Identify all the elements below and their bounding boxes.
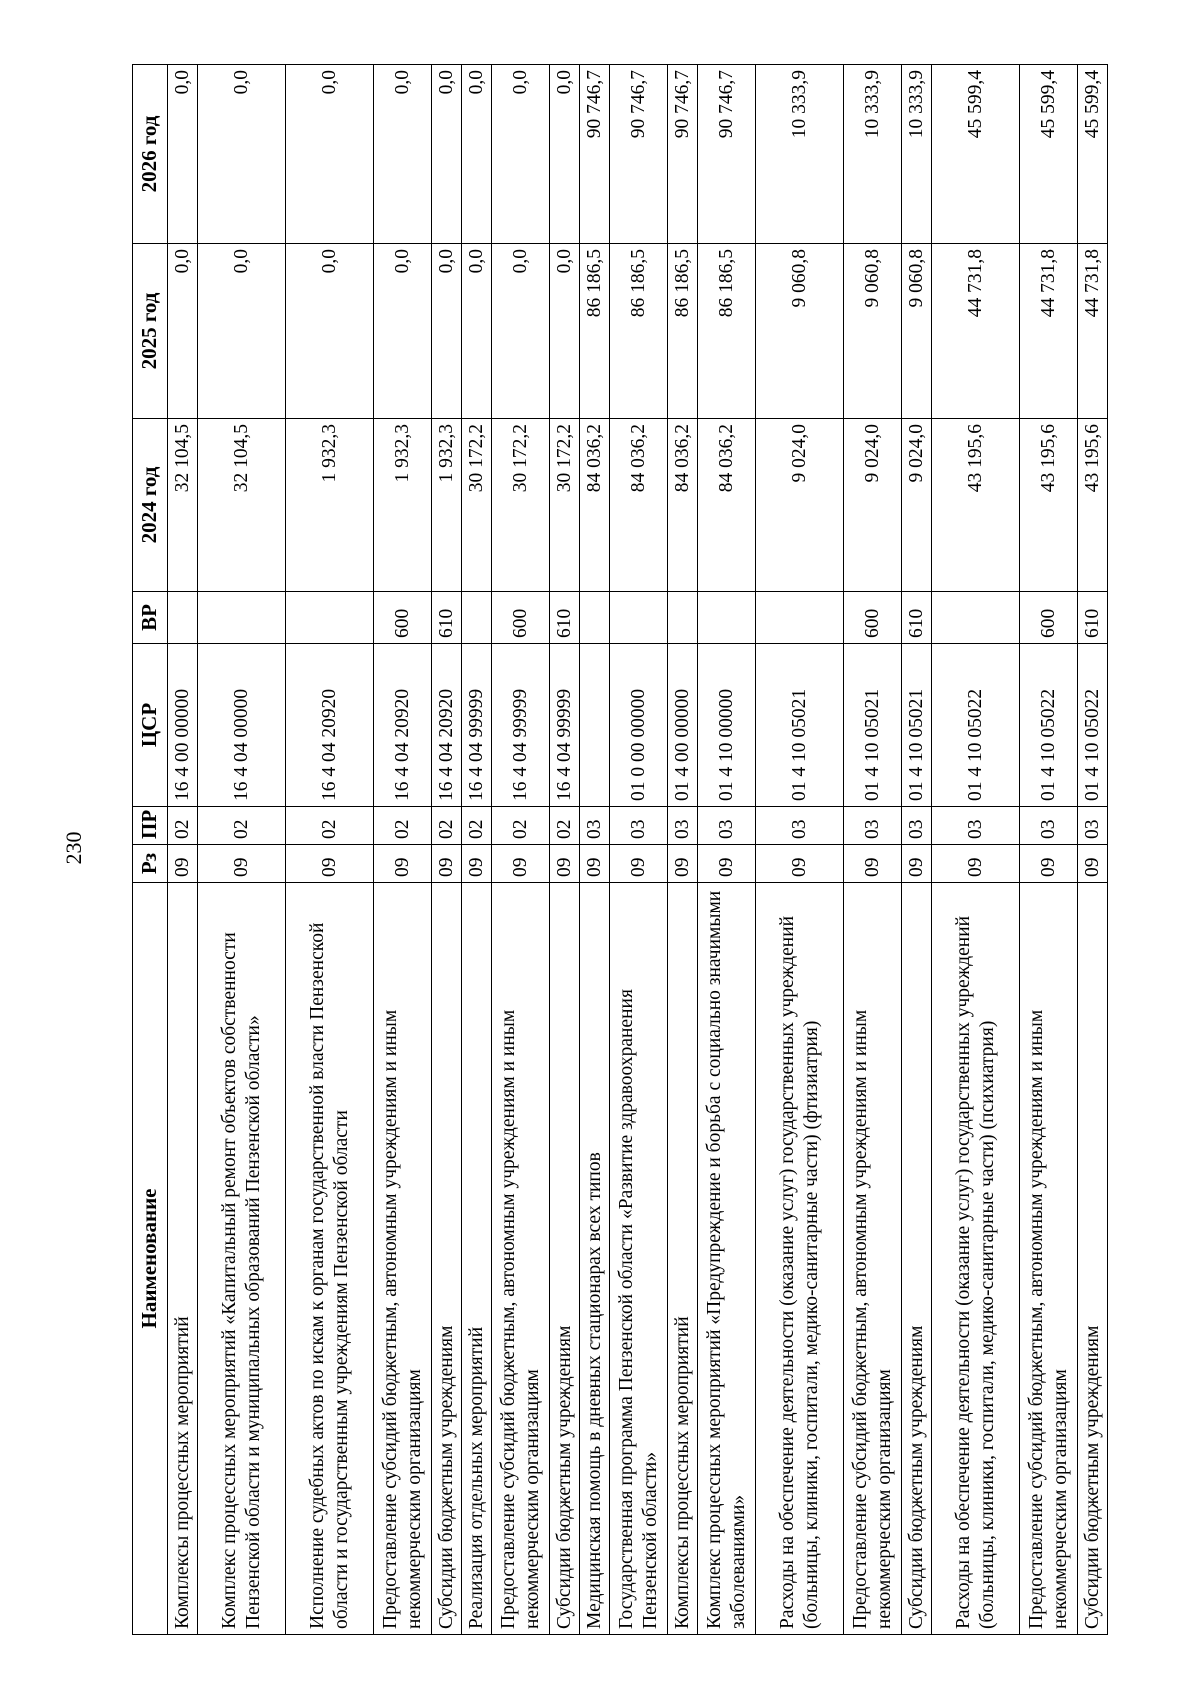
row-2024: 1 932,3: [286, 419, 374, 592]
row-pr: 02: [550, 807, 580, 845]
row-rz: 09: [756, 845, 844, 883]
row-pr: 03: [932, 807, 1020, 845]
row-name: Предоставление субсидий бюджетным, автономным учреждениям и иным некоммерческим организациям: [374, 883, 432, 1635]
row-vr: [932, 592, 1020, 644]
col-header-vr: ВР: [133, 592, 168, 644]
row-csr: 01 4 10 05022: [932, 644, 1020, 807]
row-name: Субсидии бюджетным учреждениям: [550, 883, 580, 1635]
row-pr: 02: [492, 807, 550, 845]
row-vr: 600: [374, 592, 432, 644]
row-2024: 32 104,5: [168, 419, 198, 592]
row-rz: 09: [844, 845, 902, 883]
row-2024: 1 932,3: [432, 419, 462, 592]
page-number: 230: [61, 831, 86, 865]
row-2025: 0,0: [374, 244, 432, 419]
row-2025: 9 060,8: [756, 244, 844, 419]
row-2026: 10 333,9: [756, 65, 844, 244]
row-pr: 02: [168, 807, 198, 845]
row-2026: 90 746,7: [698, 65, 756, 244]
row-vr: [610, 592, 668, 644]
row-2025: 9 060,8: [844, 244, 902, 419]
row-pr: 03: [1078, 807, 1108, 845]
row-name: Субсидии бюджетным учреждениям: [1078, 883, 1108, 1635]
row-2026: 0,0: [432, 65, 462, 244]
table-row: [462, 65, 492, 1635]
table-row: [432, 65, 462, 1635]
row-csr: 16 4 04 20920: [432, 644, 462, 807]
row-name: Расходы на обеспечение деятельности (оказание услуг) государственных учреждений (больницы, клиники, госпитали, медико-санитарные части) (фтизиатрия): [756, 883, 844, 1635]
col-header-name: Наименование: [133, 883, 168, 1635]
table-row: [550, 65, 580, 1635]
col-header-pr: ПР: [133, 807, 168, 845]
row-2025: 86 186,5: [580, 244, 610, 419]
row-vr: 610: [1078, 592, 1108, 644]
budget-table: [132, 64, 1108, 1635]
row-2026: 90 746,7: [580, 65, 610, 244]
row-2026: 0,0: [168, 65, 198, 244]
row-2024: 43 195,6: [932, 419, 1020, 592]
col-header-rz: Рз: [133, 845, 168, 883]
table-row: [1020, 65, 1078, 1635]
row-2026: 10 333,9: [844, 65, 902, 244]
row-pr: 02: [198, 807, 286, 845]
row-2025: 0,0: [432, 244, 462, 419]
row-csr: 01 4 10 05021: [902, 644, 932, 807]
row-2025: 0,0: [286, 244, 374, 419]
row-2025: 44 731,8: [932, 244, 1020, 419]
table-row: [844, 65, 902, 1635]
row-2026: 10 333,9: [902, 65, 932, 244]
table-row: [286, 65, 374, 1635]
row-2025: 0,0: [198, 244, 286, 419]
row-2026: 0,0: [374, 65, 432, 244]
row-csr: 01 4 10 00000: [698, 644, 756, 807]
row-vr: 610: [550, 592, 580, 644]
row-rz: 09: [580, 845, 610, 883]
row-csr: 01 4 10 05022: [1078, 644, 1108, 807]
row-name: Предоставление субсидий бюджетным, автономным учреждениям и иным некоммерческим организациям: [1020, 883, 1078, 1635]
row-name: Медицинская помощь в дневных стационарах всех типов: [580, 883, 610, 1635]
table-row: [492, 65, 550, 1635]
row-pr: 03: [580, 807, 610, 845]
row-2026: 45 599,4: [1020, 65, 1078, 244]
row-2025: 0,0: [168, 244, 198, 419]
row-vr: [756, 592, 844, 644]
row-csr: 01 4 10 05022: [1020, 644, 1078, 807]
row-2026: 0,0: [492, 65, 550, 244]
row-csr: 16 4 04 99999: [492, 644, 550, 807]
row-2025: 86 186,5: [610, 244, 668, 419]
row-2025: 0,0: [462, 244, 492, 419]
row-name: Комплекс процессных мероприятий «Предупреждение и борьба с социально значимыми заболеваниями»: [698, 883, 756, 1635]
row-pr: 03: [698, 807, 756, 845]
col-header-csr: ЦСР: [133, 644, 168, 807]
row-pr: 02: [374, 807, 432, 845]
row-rz: 09: [1078, 845, 1108, 883]
col-header-2026: 2026 год: [133, 65, 168, 244]
row-vr: 610: [432, 592, 462, 644]
row-2026: 0,0: [286, 65, 374, 244]
row-rz: 09: [610, 845, 668, 883]
row-2024: 84 036,2: [610, 419, 668, 592]
row-csr: 16 4 04 99999: [550, 644, 580, 807]
row-rz: 09: [902, 845, 932, 883]
row-pr: 03: [844, 807, 902, 845]
row-csr: 01 0 00 00000: [610, 644, 668, 807]
row-name: Комплекс процессных мероприятий «Капитальный ремонт объектов собственности Пензенской области и муниципальных образований Пензенской области»: [198, 883, 286, 1635]
row-name: Предоставление субсидий бюджетным, автономным учреждениям и иным некоммерческим организациям: [492, 883, 550, 1635]
row-rz: 09: [432, 845, 462, 883]
row-2026: 90 746,7: [610, 65, 668, 244]
table-row: [756, 65, 844, 1635]
row-rz: 09: [168, 845, 198, 883]
table-row: [902, 65, 932, 1635]
row-2025: 0,0: [550, 244, 580, 419]
table-row: [374, 65, 432, 1635]
row-csr: 16 4 04 00000: [198, 644, 286, 807]
row-name: Комплексы процессных мероприятий: [168, 883, 198, 1635]
row-2026: 90 746,7: [668, 65, 698, 244]
table-row: [198, 65, 286, 1635]
row-2024: 32 104,5: [198, 419, 286, 592]
row-pr: 03: [610, 807, 668, 845]
col-header-2025: 2025 год: [133, 244, 168, 419]
row-name: Субсидии бюджетным учреждениям: [432, 883, 462, 1635]
row-vr: [462, 592, 492, 644]
table-row: [610, 65, 668, 1635]
row-name: Государственная программа Пензенской области «Развитие здравоохранения Пензенской области»: [610, 883, 668, 1635]
row-2024: 43 195,6: [1078, 419, 1108, 592]
row-rz: 09: [698, 845, 756, 883]
row-rz: 09: [492, 845, 550, 883]
row-2026: 0,0: [462, 65, 492, 244]
row-2025: 86 186,5: [668, 244, 698, 419]
row-2025: 44 731,8: [1020, 244, 1078, 419]
row-2026: 45 599,4: [1078, 65, 1108, 244]
row-pr: 03: [756, 807, 844, 845]
row-name: Исполнение судебных актов по искам к органам государственной власти Пензенской области и государственным учреждениям Пензенской области: [286, 883, 374, 1635]
row-2025: 9 060,8: [902, 244, 932, 419]
col-header-2024: 2024 год: [133, 419, 168, 592]
row-rz: 09: [374, 845, 432, 883]
rotated-table-wrapper: [132, 65, 1103, 1635]
row-2024: 9 024,0: [844, 419, 902, 592]
table-row: [580, 65, 610, 1635]
row-2024: 9 024,0: [902, 419, 932, 592]
row-pr: 02: [462, 807, 492, 845]
row-vr: 610: [902, 592, 932, 644]
row-csr: 16 4 04 20920: [374, 644, 432, 807]
row-2024: 30 172,2: [492, 419, 550, 592]
row-2024: 1 932,3: [374, 419, 432, 592]
row-pr: 02: [286, 807, 374, 845]
row-vr: [168, 592, 198, 644]
row-name: Комплексы процессных мероприятий: [668, 883, 698, 1635]
row-vr: 600: [844, 592, 902, 644]
row-vr: 600: [492, 592, 550, 644]
row-csr: [580, 644, 610, 807]
row-pr: 03: [1020, 807, 1078, 845]
row-csr: 01 4 10 05021: [844, 644, 902, 807]
row-csr: 16 4 00 00000: [168, 644, 198, 807]
row-2024: 84 036,2: [668, 419, 698, 592]
row-vr: 600: [1020, 592, 1078, 644]
table-row: [168, 65, 198, 1635]
row-rz: 09: [462, 845, 492, 883]
row-vr: [198, 592, 286, 644]
row-csr: 01 4 00 00000: [668, 644, 698, 807]
row-2026: 0,0: [198, 65, 286, 244]
row-2024: 30 172,2: [462, 419, 492, 592]
row-name: Реализация отдельных мероприятий: [462, 883, 492, 1635]
row-2024: 84 036,2: [698, 419, 756, 592]
row-vr: [580, 592, 610, 644]
table-row: [1078, 65, 1108, 1635]
row-rz: 09: [1020, 845, 1078, 883]
table-row: [668, 65, 698, 1635]
row-2025: 44 731,8: [1078, 244, 1108, 419]
row-csr: 01 4 10 05021: [756, 644, 844, 807]
table-body: [168, 65, 1108, 1635]
row-csr: 16 4 04 99999: [462, 644, 492, 807]
row-name: Предоставление субсидий бюджетным, автономным учреждениям и иным некоммерческим организациям: [844, 883, 902, 1635]
row-vr: [668, 592, 698, 644]
row-2026: 45 599,4: [932, 65, 1020, 244]
row-2024: 84 036,2: [580, 419, 610, 592]
row-2025: 0,0: [492, 244, 550, 419]
row-rz: 09: [286, 845, 374, 883]
row-rz: 09: [550, 845, 580, 883]
row-vr: [286, 592, 374, 644]
row-2026: 0,0: [550, 65, 580, 244]
row-rz: 09: [198, 845, 286, 883]
row-2025: 86 186,5: [698, 244, 756, 419]
row-pr: 02: [432, 807, 462, 845]
row-name: Расходы на обеспечение деятельности (оказание услуг) государственных учреждений (больницы, клиники, госпитали, медико-санитарные части) (психиатрия): [932, 883, 1020, 1635]
table-row: [698, 65, 756, 1635]
row-2024: 43 195,6: [1020, 419, 1078, 592]
row-rz: 09: [668, 845, 698, 883]
row-2024: 9 024,0: [756, 419, 844, 592]
table-row: [932, 65, 1020, 1635]
row-pr: 03: [668, 807, 698, 845]
row-csr: 16 4 04 20920: [286, 644, 374, 807]
row-vr: [698, 592, 756, 644]
row-2024: 30 172,2: [550, 419, 580, 592]
row-rz: 09: [932, 845, 1020, 883]
row-pr: 03: [902, 807, 932, 845]
header-row: [133, 65, 168, 1635]
row-name: Субсидии бюджетным учреждениям: [902, 883, 932, 1635]
